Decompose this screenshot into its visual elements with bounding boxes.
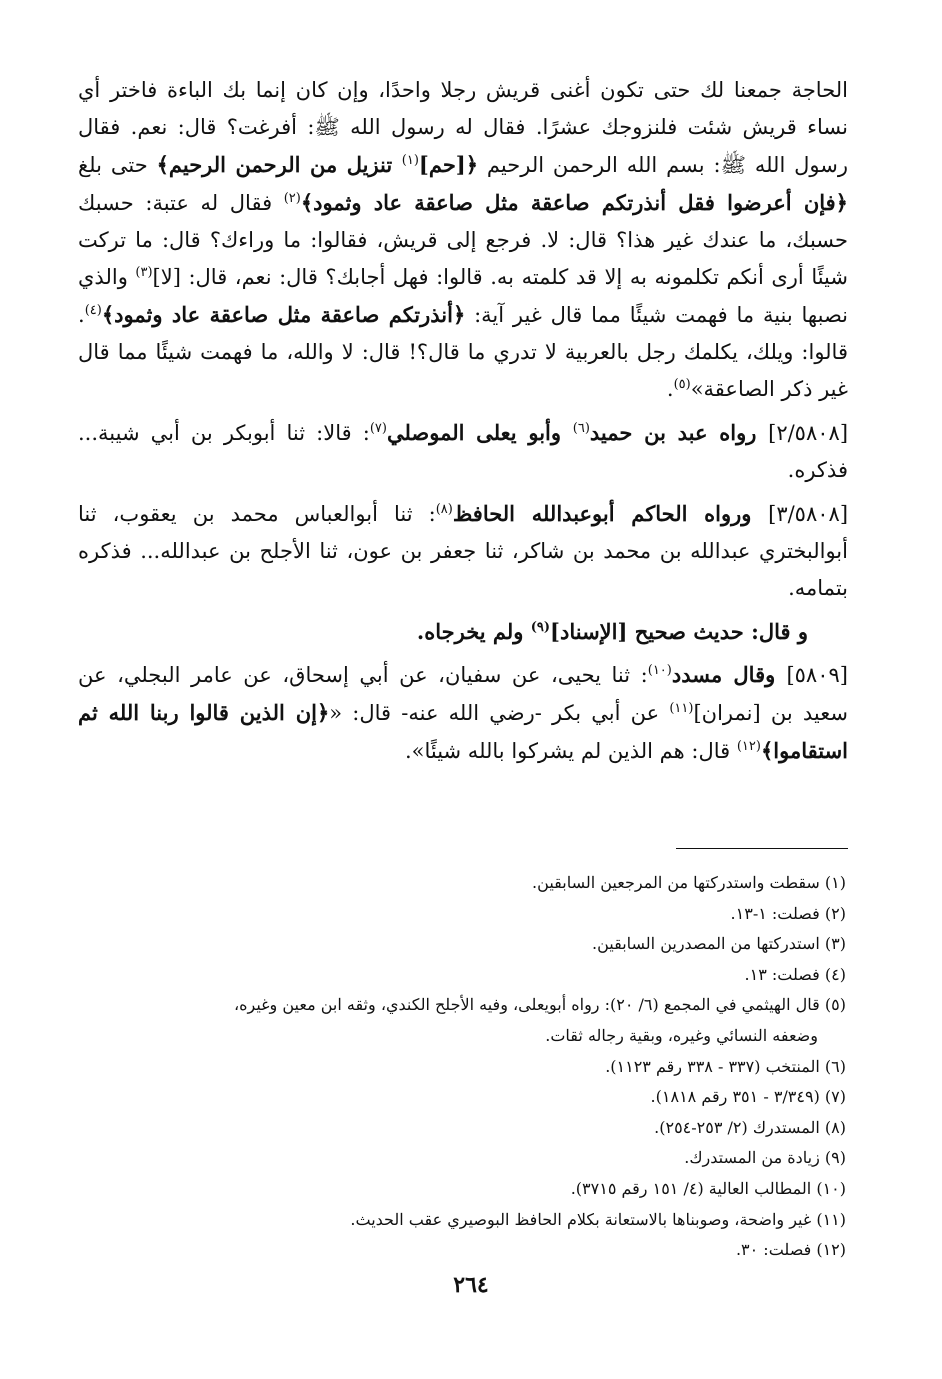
narrator: وقال مسدد xyxy=(671,662,787,687)
quran-quote: ﴿أنذرتكم صاعقة مثل صاعقة عاد وثمود﴾ xyxy=(101,302,466,327)
footnote: (٥) قال الهيثمي في المجمع (٦/ ٢٠): رواه أبويعلى، وفيه الأجلح الكندي، وثقه ابن معين وغيره، xyxy=(233,995,846,1015)
text: : قالا: ثنا أبوبكر بن أبي شيبة... فذكره. xyxy=(78,421,848,482)
main-text xyxy=(78,72,848,770)
footnote-ref: (٦) xyxy=(572,421,590,436)
footnote-ref: (٣) xyxy=(135,265,153,280)
text: : ثنا أبوالعباس محمد بن يعقوب، ثنا أبوالبختري عبدالله بن محمد بن شاكر، ثنا جعفر بن عون، ثنا الأجلح بن عبدالله... فذكره بتمامه. xyxy=(78,502,848,600)
footnote-separator xyxy=(676,848,848,849)
footnote-ref: (١١) xyxy=(669,701,694,716)
narrator: رواه عبد بن حميد xyxy=(589,420,769,445)
paragraph-2 xyxy=(78,414,848,489)
text: والذي نصبها بنية ما فهمت شيئًا مما قال غير آية: xyxy=(78,265,848,327)
text: قال: هم الذين لم يشركوا بالله شيئًا». xyxy=(404,739,737,763)
narrator: ورواه الحاكم أبوعبدالله الحافظ xyxy=(452,501,769,526)
footnote: (١٢) فصلت: ٣٠. xyxy=(735,1240,846,1260)
footnote: (٦) المنتخب (٣٣٧ - ٣٣٨ رقم ١١٢٣). xyxy=(605,1056,846,1076)
quran-quote: ﴿[حم] xyxy=(418,152,479,177)
hadith-number: [٥٨٠٩] xyxy=(786,663,848,687)
hadith-number: [٢/٥٨٠٨] xyxy=(768,421,849,445)
paragraph-5 xyxy=(78,656,848,770)
text: . xyxy=(666,377,674,401)
footnote-ref: (١٢) xyxy=(736,739,761,754)
quran-quote: تنزيل من الرحمن الرحيم﴾ xyxy=(156,152,402,177)
footnote: (١٠) المطالب العالية (٤/ ١٥١ رقم ٣٧١٥). xyxy=(570,1178,846,1198)
footnote-ref: (١٠) xyxy=(647,663,672,678)
text: فقال له عتبة: حسبك حسبك، ما عندك غير هذا؟ قال: لا. فرجع إلى قريش، فقالوا: ما وراءك؟ قال: ما تركت شيئًا أرى أنكم تكلمونه به إلا قد كلمته به. قالوا: فهل أجابك؟ قال: نعم، قال: [لا] xyxy=(78,191,848,289)
footnote: (١١) غير واضحة، وصوبناها بالاستعانة بكلام الحافظ البوصيري عقب الحديث. xyxy=(350,1209,846,1229)
footnote: (٤) فصلت: ١٣. xyxy=(744,964,846,984)
footnote: (٢) فصلت: ١-١٣. xyxy=(730,903,846,923)
footnotes xyxy=(78,868,848,1266)
footnote: (٣) استدركتها من المصدرين السابقين. xyxy=(592,934,846,954)
text: عن أبي بكر -رضي الله عنه- قال: « xyxy=(329,701,670,725)
text: : ثنا يحيى، عن سفيان، عن أبي إسحاق، عن عامر البجلي، عن سعيد بن [نمران] xyxy=(78,663,848,725)
footnote-ref: (٧) xyxy=(369,421,387,436)
quran-quote: ﴿إن الذين قالوا ربنا الله ثم استقاموا﴾ xyxy=(78,700,848,763)
footnote-ref: (٥) xyxy=(673,377,691,392)
quran-quote: ﴿فإن أعرضوا فقل أنذرتكم صاعقة مثل صاعقة عاد وثمود﴾ xyxy=(300,190,848,215)
footnote: (١) سقطت واستدركتها من المرجعين السابقين. xyxy=(532,873,846,892)
footnote-ref: (٢) xyxy=(283,191,301,206)
footnote: (٨) المستدرك (٢/ ٢٥٣-٢٥٤). xyxy=(654,1117,846,1137)
footnote-ref: (٩) xyxy=(530,620,551,635)
footnote-ref: (١) xyxy=(401,153,419,168)
text: . قالوا: ويلك، يكلمك رجل بالعربية لا تدري ما قال؟! قال: لا والله، ما فهمت شيئًا مما قال غير ذكر الصاعقة» xyxy=(78,303,848,401)
text: حتى بلغ xyxy=(78,153,157,177)
text: و قال: حديث صحيح [الإسناد] xyxy=(550,619,808,644)
footnote: (٧) (٣/٣٤٩ - ٣٥١ رقم ١٨١٨). xyxy=(650,1087,846,1107)
footnote-ref: (٤) xyxy=(84,303,102,318)
text: ولم يخرجاه. xyxy=(416,619,531,644)
paragraph-4 xyxy=(78,613,848,650)
page-number: ٢٦٤ xyxy=(453,1272,489,1298)
paragraph-1 xyxy=(78,72,848,408)
hadith-number: [٣/٥٨٠٨] xyxy=(768,502,849,526)
narrator: وأبو يعلى الموصلي xyxy=(386,420,573,445)
text: الحاجة جمعنا لك حتى تكون أغنى قريش رجلا واحدًا، وإن كان إنما بك الباءة فاختر أي نساء قريش شئت فلنزوجك عشرًا. فقال له رسول الله ﷺ: أفرغت؟ قال: نعم. فقال رسول الله ﷺ: بسم الله الرحمن الرحيم xyxy=(78,78,849,177)
footnote: (٩) زيادة من المستدرك. xyxy=(684,1148,846,1168)
footnote-ref: (٨) xyxy=(435,502,453,517)
paragraph-3 xyxy=(78,495,848,607)
footnote-continuation: وضعفه النسائي وغيره، وبقية رجاله ثقات. xyxy=(545,1025,818,1045)
